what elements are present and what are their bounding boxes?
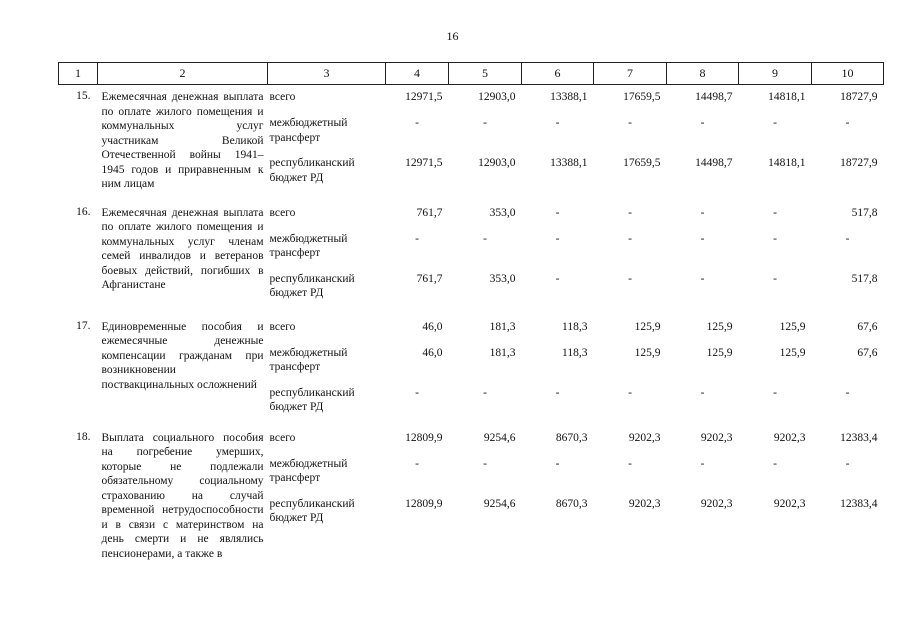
cell-value: 8670,3 xyxy=(555,497,588,510)
cell-value: 9254,6 xyxy=(483,431,516,444)
cell-value: - xyxy=(845,386,850,399)
cell-value: - xyxy=(628,206,632,219)
cell-value: - xyxy=(628,117,632,129)
cell-value: 125,9 xyxy=(634,346,661,359)
cell-value: 14498,7 xyxy=(695,157,733,169)
cell-value: 14818,1 xyxy=(768,91,806,103)
budget-table xyxy=(58,62,884,576)
cell-value: 14498,7 xyxy=(695,91,733,103)
row-number: 17. xyxy=(76,319,91,332)
column-header: 5 xyxy=(449,63,522,85)
cell-value: - xyxy=(555,386,560,399)
cell-value: - xyxy=(700,386,705,399)
cell-value: 17659,5 xyxy=(623,157,661,169)
column-header: 10 xyxy=(812,63,884,85)
column-header: 7 xyxy=(594,63,667,85)
cell-value: - xyxy=(845,117,850,129)
cell-value: - xyxy=(555,272,560,285)
cell-value: 353,0 xyxy=(489,206,516,219)
funding-source-label: республиканский бюджет РД xyxy=(269,272,355,299)
cell-value: 12971,5 xyxy=(405,91,443,103)
cell-value: - xyxy=(483,457,487,470)
cell-value: 13388,1 xyxy=(550,91,588,103)
cell-value: 12903,0 xyxy=(478,157,516,169)
funding-source-label: всего xyxy=(269,206,296,219)
cell-value: - xyxy=(415,386,419,399)
cell-value: 12971,5 xyxy=(405,157,443,169)
cell-value: 18727,9 xyxy=(840,91,878,103)
cell-value: 353,0 xyxy=(489,272,516,285)
cell-value: 12903,0 xyxy=(478,91,516,103)
cell-value: 125,9 xyxy=(634,320,661,333)
cell-value: - xyxy=(773,206,777,219)
cell-value: 67,6 xyxy=(857,346,878,359)
cell-value: 181,3 xyxy=(489,346,516,359)
cell-value: - xyxy=(555,206,560,219)
cell-value: - xyxy=(628,386,632,399)
funding-source-label: межбюджетный трансферт xyxy=(269,346,348,373)
row-number: 16. xyxy=(76,205,91,218)
column-header: 3 xyxy=(268,63,386,85)
funding-source-label: республиканский бюджет РД xyxy=(269,386,355,413)
cell-value: - xyxy=(555,117,560,129)
table-row xyxy=(59,315,884,426)
column-header: 8 xyxy=(667,63,739,85)
page-number: 16 xyxy=(446,29,459,43)
cell-value: 517,8 xyxy=(851,206,878,219)
cell-value: 12383,4 xyxy=(840,431,878,444)
cell-value: 9202,3 xyxy=(628,431,661,444)
cell-value: 12809,9 xyxy=(405,497,443,510)
funding-source-label: межбюджетный трансферт xyxy=(269,232,348,259)
cell-value: - xyxy=(415,457,419,470)
cell-value: - xyxy=(483,232,487,245)
funding-source-label: межбюджетный трансферт xyxy=(269,457,348,484)
cell-value: 67,6 xyxy=(857,320,878,333)
cell-value: 761,7 xyxy=(416,272,443,285)
cell-value: - xyxy=(555,232,560,245)
cell-value: 9254,6 xyxy=(483,497,516,510)
cell-value: 13388,1 xyxy=(550,157,588,169)
column-number-header xyxy=(59,63,884,85)
funding-source-label: всего xyxy=(269,320,296,333)
cell-value: - xyxy=(628,457,632,470)
row-number: 15. xyxy=(76,90,91,102)
column-header: 6 xyxy=(522,63,594,85)
funding-source-label: всего xyxy=(269,91,296,103)
cell-value: - xyxy=(700,272,705,285)
cell-value: - xyxy=(415,232,419,245)
funding-source-label: межбюджетный трансферт xyxy=(269,117,348,144)
funding-source-label: всего xyxy=(269,431,296,444)
cell-value: 9202,3 xyxy=(700,497,733,510)
cell-value: 12383,4 xyxy=(840,497,878,510)
row-description: Ежемесячная денежная выплата по оплате жилого помещения и коммунальных услуг участникам Великой Отечественной войны 1941–1945 годов и приравненным к ним лицам xyxy=(101,91,264,190)
cell-value: 46,0 xyxy=(422,346,443,359)
cell-value: - xyxy=(700,232,705,245)
column-header: 2 xyxy=(98,63,268,85)
cell-value: - xyxy=(483,117,487,129)
funding-source-label: республиканский бюджет РД xyxy=(269,497,355,524)
column-header: 1 xyxy=(59,63,98,85)
cell-value: - xyxy=(845,457,850,470)
cell-value: 125,9 xyxy=(706,346,733,359)
row-description: Выплата социального пособия на погребение умерших, которые не подлежали обязательному социальному страхованию на случай временной нетрудоспособности и в связи с материнством на день смерти и не являлись пенсионерами, а также в xyxy=(101,431,264,560)
cell-value: 14818,1 xyxy=(768,157,806,169)
cell-value: 17659,5 xyxy=(623,91,661,103)
cell-value: 8670,3 xyxy=(555,431,588,444)
cell-value: - xyxy=(628,272,632,285)
cell-value: 181,3 xyxy=(489,320,516,333)
table-row xyxy=(59,85,884,201)
cell-value: 9202,3 xyxy=(628,497,661,510)
table-row xyxy=(59,201,884,315)
cell-value: 12809,9 xyxy=(405,431,443,444)
cell-value: 9202,3 xyxy=(773,497,806,510)
cell-value: - xyxy=(773,457,777,470)
cell-value: 125,9 xyxy=(779,346,806,359)
table-row xyxy=(59,426,884,576)
funding-source-label: республиканский бюджет РД xyxy=(269,157,355,184)
cell-value: 761,7 xyxy=(416,206,443,219)
column-header: 9 xyxy=(739,63,812,85)
cell-value: - xyxy=(700,117,705,129)
cell-value: 9202,3 xyxy=(773,431,806,444)
cell-value: 46,0 xyxy=(422,320,443,333)
row-description: Единовременные пособия и ежемесячные денежные компенсации гражданам при возникновении поствакцинальных осложнений xyxy=(101,320,264,391)
cell-value: - xyxy=(483,386,487,399)
row-description: Ежемесячная денежная выплата по оплате жилого помещения и коммунальных услуг членам семей инвалидов и ветеранов боевых действий, погибших в Афганистане xyxy=(101,206,264,291)
cell-value: - xyxy=(415,117,419,129)
cell-value: - xyxy=(628,232,632,245)
cell-value: 9202,3 xyxy=(700,431,733,444)
cell-value: 118,3 xyxy=(562,346,588,359)
cell-value: - xyxy=(845,232,850,245)
cell-value: - xyxy=(700,206,705,219)
cell-value: - xyxy=(700,457,705,470)
cell-value: - xyxy=(773,386,777,399)
cell-value: 125,9 xyxy=(706,320,733,333)
cell-value: - xyxy=(773,232,777,245)
cell-value: 517,8 xyxy=(851,272,878,285)
cell-value: 118,3 xyxy=(562,320,588,333)
cell-value: 125,9 xyxy=(779,320,806,333)
column-header: 4 xyxy=(386,63,449,85)
row-number: 18. xyxy=(76,430,91,443)
cell-value: 18727,9 xyxy=(840,157,878,169)
cell-value: - xyxy=(555,457,560,470)
cell-value: - xyxy=(773,117,777,129)
cell-value: - xyxy=(773,272,777,285)
